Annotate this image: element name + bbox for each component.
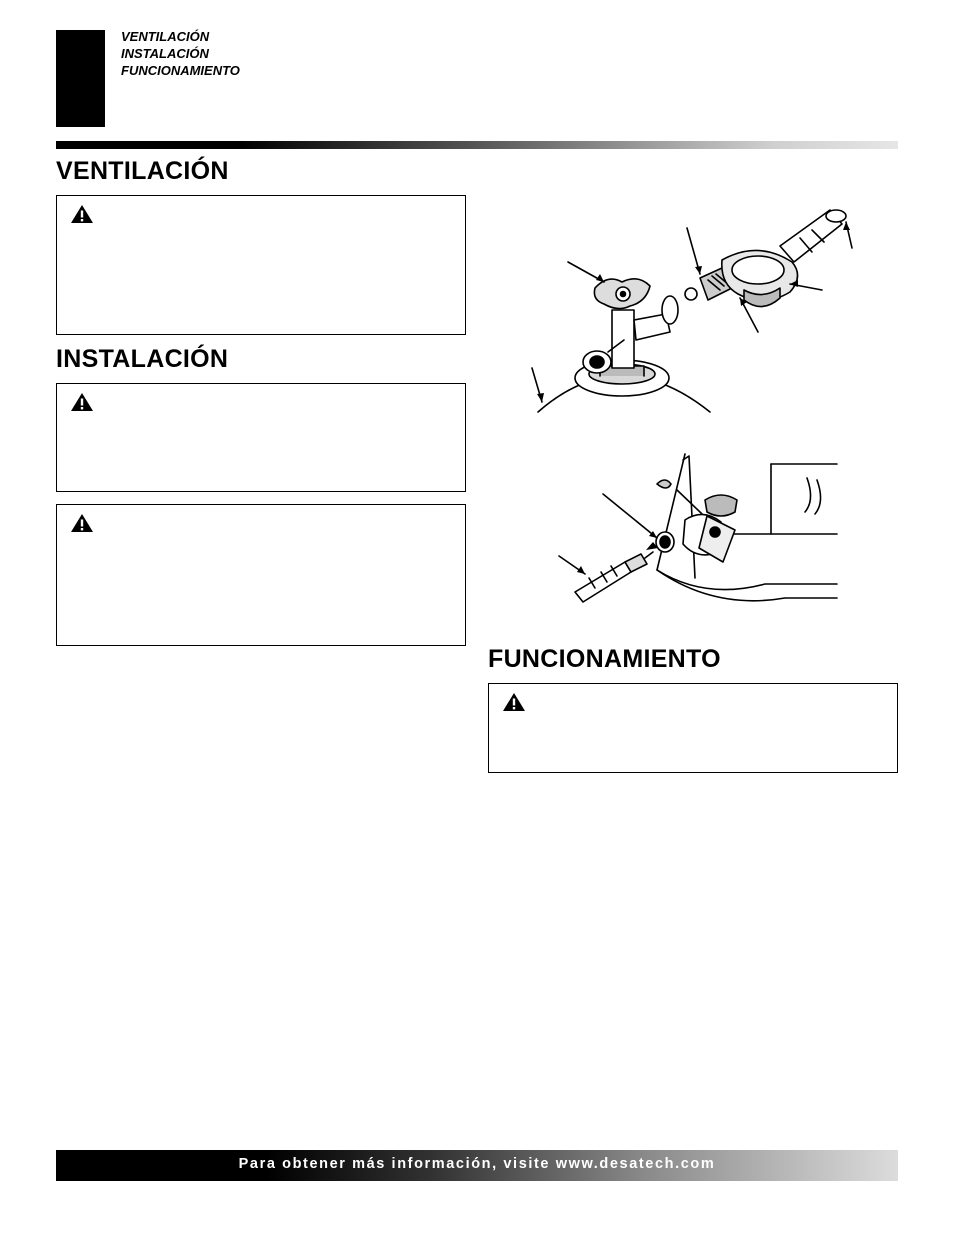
warning-triangle-icon	[70, 392, 94, 412]
header-label-instalacion: INSTALACIÓN	[121, 46, 209, 61]
warning-box-ventilacion	[56, 195, 466, 335]
section-title-instalacion: INSTALACIÓN	[56, 345, 229, 373]
warning-triangle-icon	[502, 692, 526, 712]
section-title-ventilacion: VENTILACIÓN	[56, 157, 229, 185]
tank-regulator-diagram	[500, 190, 900, 420]
header-section-labels	[121, 28, 240, 79]
section-title-funcionamiento: FUNCIONAMIENTO	[488, 645, 721, 673]
header-label-funcionamiento: FUNCIONAMIENTO	[121, 63, 240, 78]
warning-box-instalacion-2	[56, 504, 466, 646]
header-label-ventilacion: VENTILACIÓN	[121, 29, 210, 44]
header-tab-block	[56, 30, 105, 127]
warning-triangle-icon	[70, 204, 94, 224]
footer-info-text: Para obtener más información, visite www.desatech.com	[238, 1156, 716, 1172]
warning-box-instalacion-1	[56, 383, 466, 492]
header-gradient-rule	[56, 141, 898, 149]
warning-box-funcionamiento	[488, 683, 898, 773]
heater-inlet-diagram	[545, 450, 845, 610]
footer-bar	[56, 1150, 898, 1181]
warning-triangle-icon	[70, 513, 94, 533]
